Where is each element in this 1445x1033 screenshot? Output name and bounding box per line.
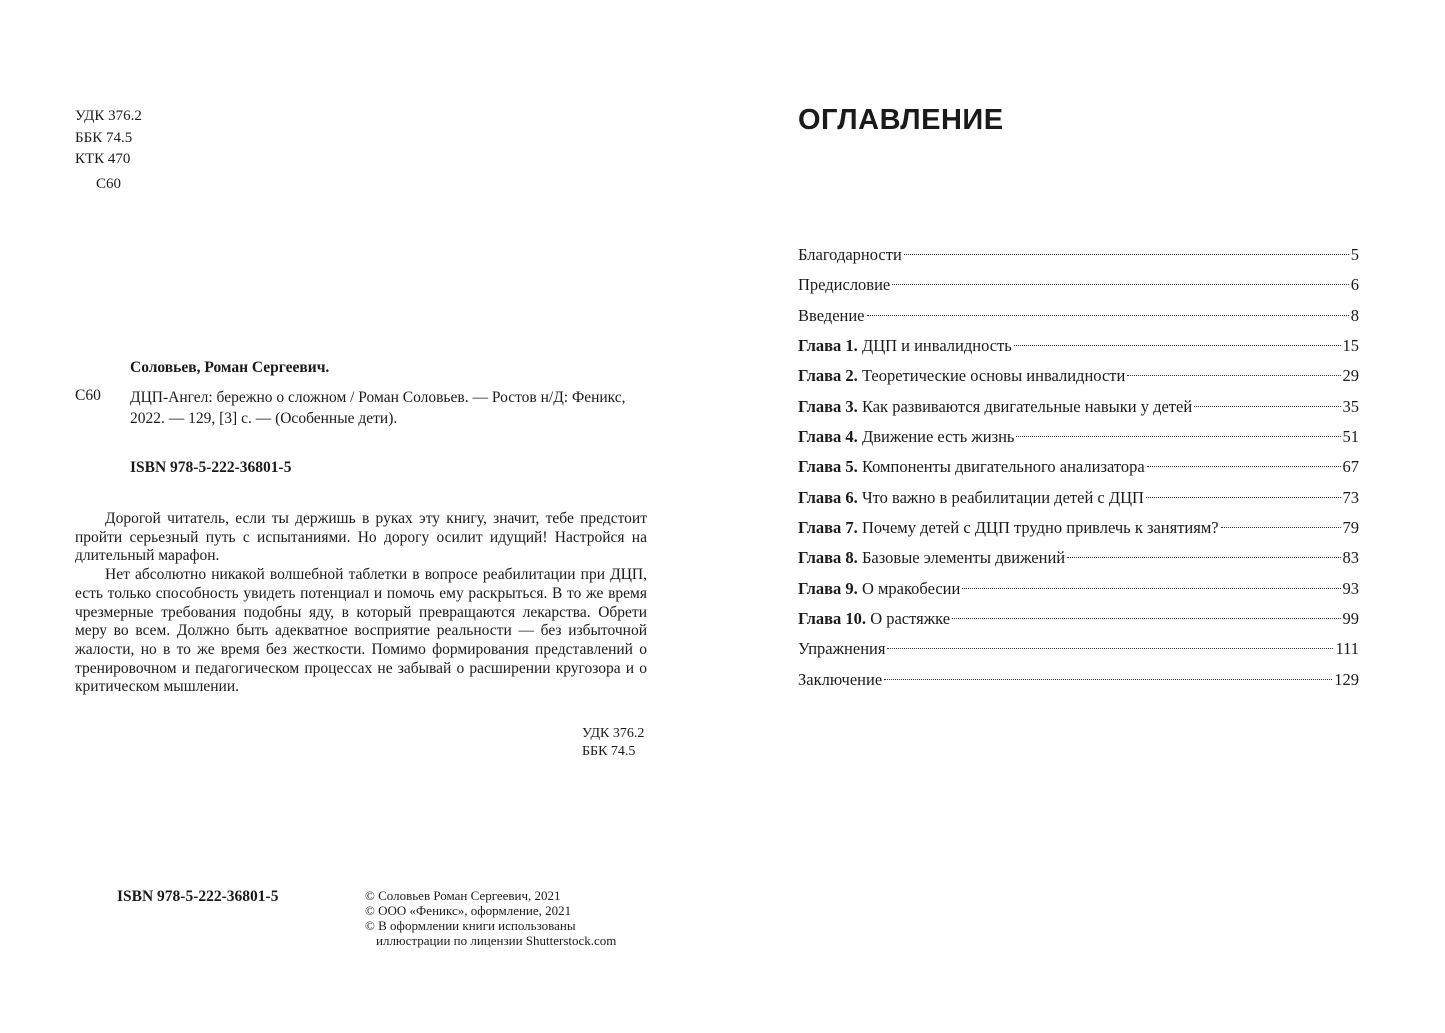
toc-entry <box>798 331 1359 361</box>
toc-chapter-number: Глава 4. <box>798 427 858 447</box>
toc-page-number: 73 <box>1342 487 1359 507</box>
toc-entry <box>798 422 1359 452</box>
toc-entry-label <box>798 543 1065 573</box>
toc-entry <box>798 301 1359 331</box>
toc-entry-title: Предисловие <box>798 275 891 295</box>
toc-page-number: 79 <box>1342 518 1359 538</box>
toc-entry <box>798 270 1359 300</box>
toc-leader-dots <box>962 588 1340 589</box>
toc-entry-label <box>798 513 1219 543</box>
toc-entry-label <box>798 634 885 664</box>
toc-page-number: 129 <box>1334 669 1359 689</box>
toc-entry-title: Компоненты двигательного анализатора <box>861 457 1145 477</box>
ktk-code: КТК 470 <box>75 151 131 167</box>
toc-leader-dots <box>1067 557 1340 558</box>
toc-entry <box>798 634 1359 664</box>
toc-chapter-number: Глава 5. <box>798 457 858 477</box>
toc-entry-title: Введение <box>798 305 865 325</box>
toc-leader-dots <box>887 648 1333 649</box>
classification-bottom <box>582 725 644 761</box>
toc-page-number: 8 <box>1350 305 1359 325</box>
udk-code: УДК 376.2 <box>75 108 142 124</box>
toc-leader-dots <box>1221 527 1341 528</box>
toc-page-number: 5 <box>1350 245 1359 264</box>
toc-entry <box>798 513 1359 543</box>
toc-leader-dots <box>884 679 1332 680</box>
toc-leader-dots <box>1127 375 1340 376</box>
toc-entry <box>798 604 1359 634</box>
toc-entry <box>798 452 1359 482</box>
toc-entry-label <box>798 452 1145 482</box>
toc-entry-label <box>798 604 950 634</box>
toc-leader-dots <box>1016 436 1340 437</box>
bibliographic-description: ДЦП-Ангел: бережно о сложном / Роман Соловьев. — Ростов н/Д: Феникс, 2022. — 129, [3] с. — (Особенные дети). <box>130 389 626 427</box>
toc-page-number: 15 <box>1342 336 1359 356</box>
toc-leader-dots <box>1147 466 1341 467</box>
toc-entry <box>798 665 1359 695</box>
toc-entry-label <box>798 392 1192 422</box>
toc-leader-dots <box>1014 345 1341 346</box>
toc-entry-label <box>798 361 1125 391</box>
toc-entry-label <box>798 270 890 300</box>
toc-page-number: 6 <box>1350 275 1359 295</box>
annotation-paragraph: Дорогой читатель, если ты держишь в руках эту книгу, значит, тебе предстоит пройти серьезный путь с испытаниями. Но дорогу осилит идущий! Настройся на длительный марафон. <box>75 510 647 565</box>
author-sign: С60 <box>96 175 122 192</box>
toc-entry-title: Благодарности <box>798 245 902 264</box>
toc-entry <box>798 543 1359 573</box>
toc-entry-title: Теоретические основы инвалидности <box>861 366 1126 386</box>
toc-entry-label <box>798 240 902 270</box>
toc-entry <box>798 392 1359 422</box>
toc-page-number: 111 <box>1335 639 1359 659</box>
toc-title: ОГЛАВЛЕНИЕ <box>798 104 1004 136</box>
toc-entry-title: Что важно в реабилитации детей с ДЦП <box>861 487 1144 507</box>
toc-entry-label <box>798 422 1014 452</box>
toc-leader-dots <box>892 284 1349 285</box>
toc-entry-label <box>798 331 1012 361</box>
toc-chapter-number: Глава 8. <box>798 548 858 568</box>
toc-page-number: 29 <box>1342 366 1359 386</box>
toc-entry-title: ДЦП и инвалидность <box>861 336 1012 356</box>
author-sign-left: С60 <box>75 387 101 404</box>
toc-leader-dots <box>867 315 1349 316</box>
toc-chapter-number: Глава 1. <box>798 336 858 356</box>
toc-page-number: 93 <box>1342 578 1359 598</box>
isbn-bottom: ISBN 978-5-222-36801-5 <box>117 888 279 905</box>
toc-entry-title: Заключение <box>798 669 883 689</box>
toc-entry <box>798 574 1359 604</box>
toc-chapter-number: Глава 9. <box>798 578 858 598</box>
author-name: Соловьев, Роман Сергеевич. <box>130 359 330 376</box>
toc-entry-label <box>798 574 960 604</box>
annotation <box>75 510 647 697</box>
toc-entry-label <box>798 483 1144 513</box>
toc-page-number: 35 <box>1342 396 1359 416</box>
toc-entry-label <box>798 301 865 331</box>
toc-page-number: 67 <box>1342 457 1359 477</box>
udk-code-bottom: УДК 376.2 <box>582 726 645 741</box>
copyright-block <box>365 888 616 948</box>
toc-entry <box>798 483 1359 513</box>
toc-chapter-number: Глава 10. <box>798 609 867 629</box>
toc-entry-label <box>798 665 882 695</box>
table-of-contents <box>798 240 1359 695</box>
toc-entry <box>798 361 1359 391</box>
classification-block <box>75 106 142 195</box>
bbk-code: ББК 74.5 <box>75 129 133 146</box>
toc-entry-title: Как развиваются двигательные навыки у детей <box>861 396 1193 416</box>
toc-leader-dots <box>1146 497 1341 498</box>
toc-entry-title: О растяжке <box>870 609 951 629</box>
bbk-code-bottom: ББК 74.5 <box>582 744 636 759</box>
toc-leader-dots <box>904 254 1349 255</box>
toc-entry-title: Почему детей с ДЦП трудно привлечь к занятиям? <box>861 518 1219 538</box>
toc-chapter-number: Глава 2. <box>798 366 858 386</box>
copyright-line: © Соловьев Роман Сергеевич, 2021 <box>365 888 561 903</box>
toc-entry <box>798 240 1359 270</box>
toc-entry-title: Движение есть жизнь <box>861 427 1015 447</box>
toc-entry-title: Базовые элементы движений <box>861 548 1066 568</box>
annotation-paragraph: Нет абсолютно никакой волшебной таблетки в вопросе реабилитации при ДЦП, есть только способность увидеть потенциал и помочь ему раскрыться. В то же время чрезмерные требования подобны яду, в который превращаются лекарства. Обрети меру во всем. Должно быть адекватное восприятие реальности — без избыточной жалости, но в то же время без жесткости. Помимо формирования представлений о тренировочном и педагогическом процессах не забывай о расширении кругозора и о критическом мышлении. <box>75 566 647 696</box>
toc-chapter-number: Глава 6. <box>798 487 858 507</box>
toc-leader-dots <box>1194 406 1340 407</box>
toc-page-number: 99 <box>1342 609 1359 629</box>
toc-entry-title: О мракобесии <box>861 578 961 598</box>
copyright-line: © В оформлении книги использованы <box>365 918 576 933</box>
toc-leader-dots <box>952 618 1340 619</box>
toc-entry-title: Упражнения <box>798 639 886 659</box>
toc-page-number: 51 <box>1342 427 1359 447</box>
copyright-line: © ООО «Феникс», оформление, 2021 <box>365 903 572 918</box>
toc-chapter-number: Глава 3. <box>798 396 858 416</box>
isbn: ISBN 978-5-222-36801-5 <box>130 459 292 476</box>
toc-chapter-number: Глава 7. <box>798 518 858 538</box>
copyright-line: иллюстрации по лицензии Shutterstock.com <box>376 933 617 948</box>
toc-page-number: 83 <box>1342 548 1359 568</box>
